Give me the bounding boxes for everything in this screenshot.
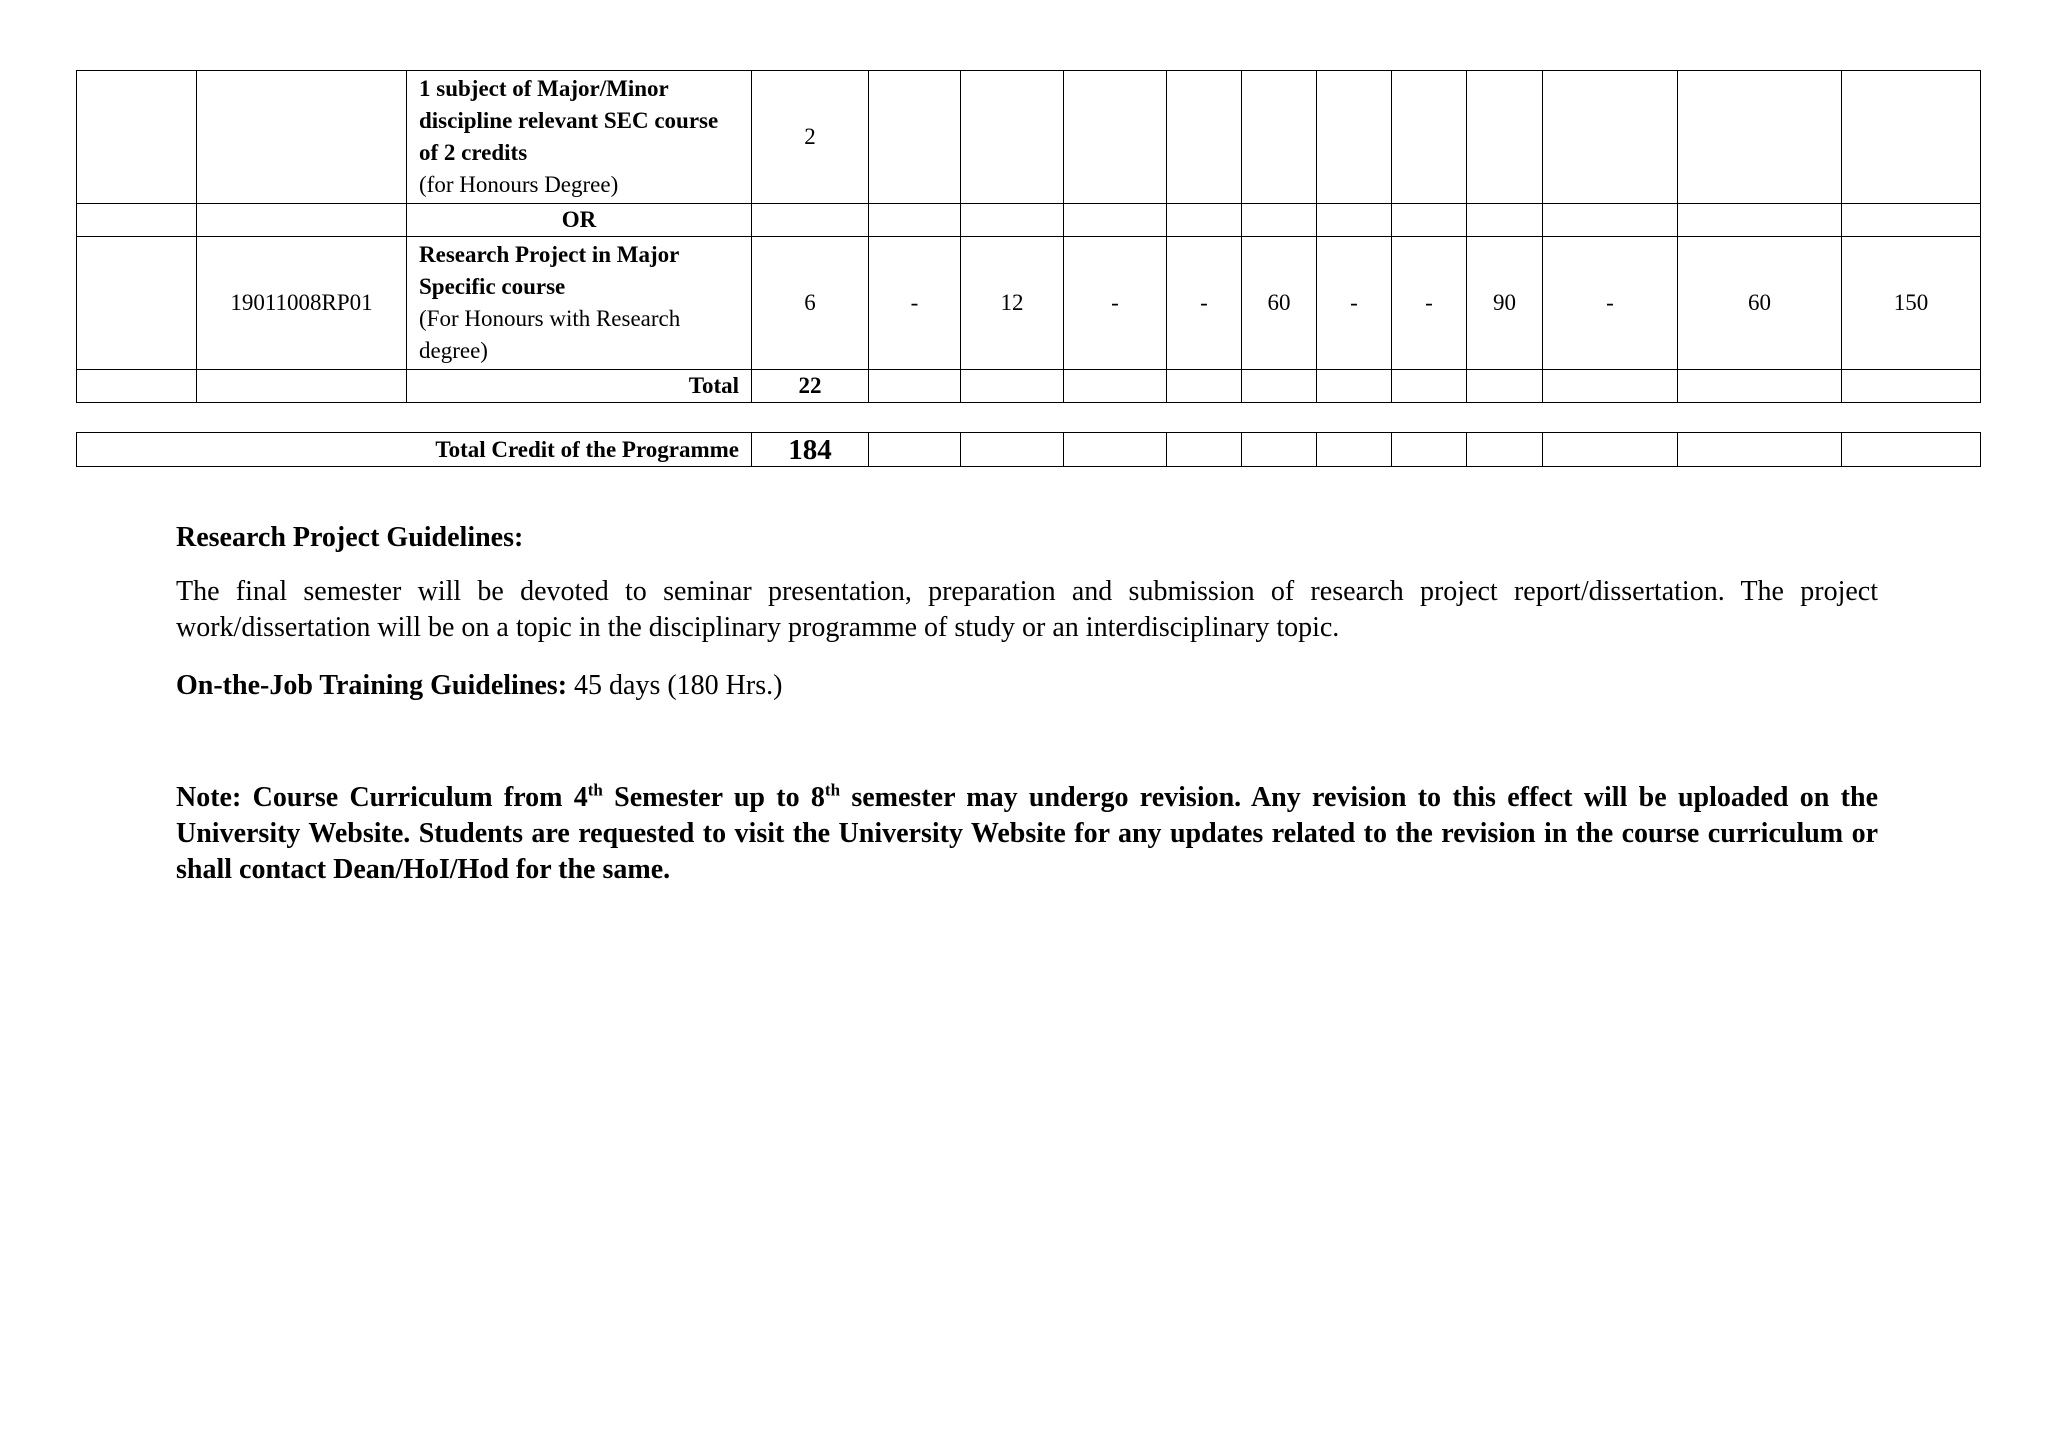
table-row [77, 237, 1981, 370]
table-cell: - [869, 237, 961, 370]
note-text-2: Semester up to 8 [602, 782, 825, 813]
table-cell: - [1317, 237, 1392, 370]
programme-total-table [76, 432, 1981, 467]
table-cell: - [1543, 237, 1678, 370]
course-title: 1 subject of Major/Minor discipline relevant SEC course of 2 credits [419, 76, 719, 165]
table-cell: 150 [1842, 237, 1981, 370]
note-sup-1: th [587, 780, 603, 800]
table-row [77, 204, 1981, 237]
course-subtitle: (For Honours with Research degree) [419, 306, 681, 363]
course-title-cell [407, 71, 752, 204]
table-cell: - [1064, 237, 1167, 370]
course-table [76, 70, 1981, 403]
training-heading: On-the-Job Training Guidelines: [176, 670, 568, 701]
table-cell: - [1167, 237, 1242, 370]
course-subtitle: (for Honours Degree) [419, 172, 619, 197]
note-text-1: Note: Course Curriculum from 4 [176, 782, 588, 813]
note-text-3: semester may undergo revision. Any revision to this effect will be uploaded on the University Website. Students are requested to visit the University Website for any updates related to the revision in the course curriculum or shall contact Dean/HoI/Hod for the same. [176, 782, 1878, 885]
curriculum-note [176, 780, 1878, 888]
credits-cell: 2 [752, 71, 869, 204]
table-row [77, 71, 1981, 204]
research-body: The final semester will be devoted to seminar presentation, preparation and submission of research project report/dissertation. The project work/dissertation will be on a topic in the disciplinary programme of study or an interdisciplinary topic. [176, 576, 1878, 643]
course-title-cell [407, 237, 752, 370]
total-label: Total [407, 370, 752, 403]
training-body: 45 days (180 Hrs.) [574, 670, 783, 701]
table-cell: - [1392, 237, 1467, 370]
training-line [176, 668, 1878, 704]
course-title: Research Project in Major Specific course [419, 242, 679, 299]
table-cell: 12 [961, 237, 1064, 370]
programme-total-label: Total Credit of the Programme [77, 433, 752, 467]
course-code: 19011008RP01 [197, 237, 407, 370]
table-row [77, 370, 1981, 403]
table-cell: 60 [1678, 237, 1842, 370]
credits-cell: 6 [752, 237, 869, 370]
table-cell: 60 [1242, 237, 1317, 370]
table-row [77, 433, 1981, 467]
research-heading: Research Project Guidelines: [176, 522, 524, 553]
table-cell: 90 [1467, 237, 1543, 370]
note-sup-2: th [824, 780, 841, 800]
or-label: OR [407, 204, 752, 237]
total-value: 22 [752, 370, 869, 403]
programme-total-value: 184 [752, 433, 869, 467]
